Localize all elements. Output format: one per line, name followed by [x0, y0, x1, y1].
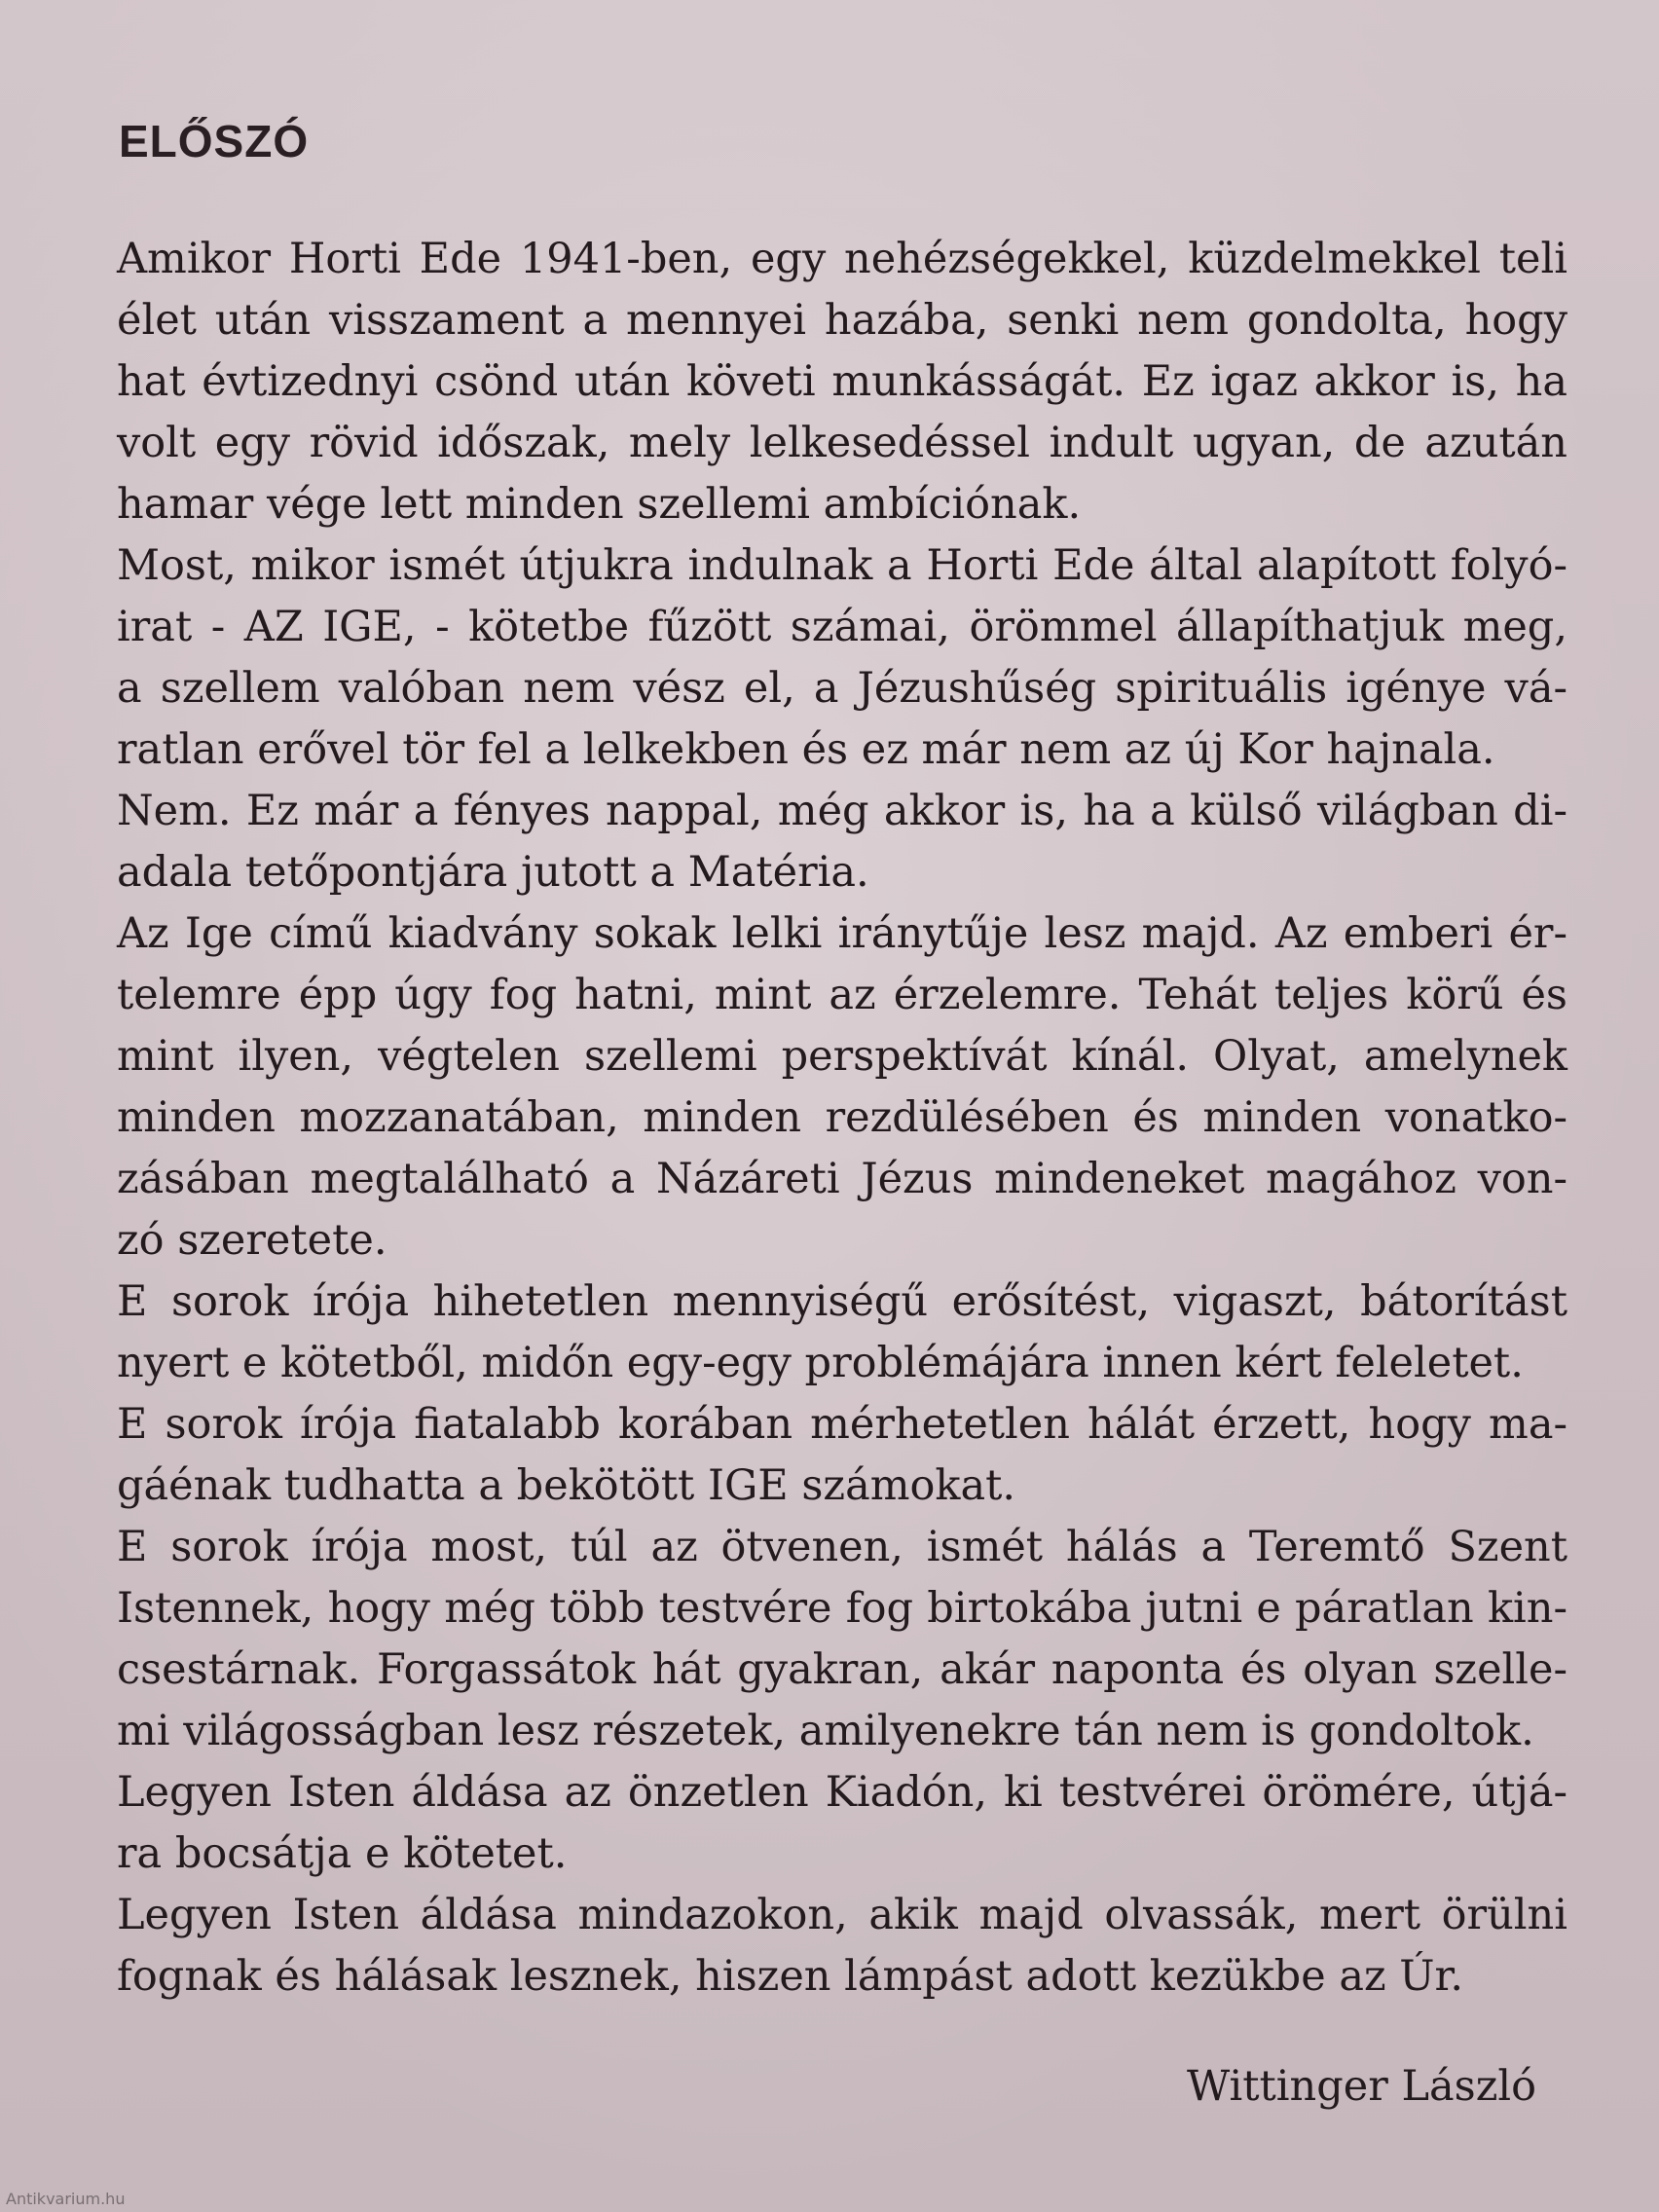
text-line: E sorok írója hihetetlen mennyiségű erősítést, vigaszt, bátorítást	[117, 1277, 1567, 1326]
text-line: Amikor Horti Ede 1941-ben, egy nehézségekkel, küzdelmekkel teli	[117, 235, 1567, 283]
watermark: Antikvarium.hu	[6, 2190, 126, 2208]
text-line: ra bocsátja e kötetet.	[117, 1829, 568, 1878]
text-line: adala tetőpontjára jutott a Matéria.	[117, 848, 869, 897]
text-line: csestárnak. Forgassátok hát gyakran, akár naponta és olyan szelle-	[117, 1645, 1567, 1694]
page-title: ELŐSZÓ	[119, 116, 310, 166]
text-line: Legyen Isten áldása az önzetlen Kiadón, ki testvérei örömére, útjá-	[117, 1768, 1567, 1817]
text-line: Istennek, hogy még több testvére fog birtokába jutni e páratlan kin-	[117, 1584, 1567, 1633]
text-line: nyert e kötetből, midőn egy-egy problémájára innen kért feleletet.	[117, 1339, 1524, 1387]
text-line: fognak és hálásak lesznek, hiszen lámpást adott kezükbe az Úr.	[117, 1952, 1464, 2001]
text-line: zásában megtalálható a Názáreti Jézus mindeneket magához von-	[117, 1155, 1567, 1203]
text-line: Nem. Ez már a fényes nappal, még akkor is, ha a külső világban di-	[117, 787, 1567, 835]
text-line: mi világosságban lesz részetek, amilyenekre tán nem is gondoltok.	[117, 1707, 1534, 1755]
text-line: ratlan erővel tör fel a lelkekben és ez már nem az új Kor hajnala.	[117, 725, 1495, 774]
text-line: gáénak tudhatta a bekötött IGE számokat.	[117, 1461, 1016, 1510]
text-line: irat - AZ IGE, - kötetbe fűzött számai, örömmel állapíthatjuk meg,	[117, 603, 1567, 651]
text-line: Legyen Isten áldása mindazokon, akik majd olvassák, mert örülni	[117, 1891, 1567, 1939]
text-line: mint ilyen, végtelen szellemi perspektívát kínál. Olyat, amelynek	[117, 1032, 1567, 1081]
text-line: Most, mikor ismét útjukra indulnak a Horti Ede által alapított folyó-	[117, 541, 1567, 590]
preface-body	[117, 229, 1567, 2008]
author-signature: Wittinger László	[1187, 2062, 1536, 2111]
text-line: hamar vége lett minden szellemi ambíciónak.	[117, 480, 1082, 529]
text-line: zó szeretete.	[117, 1216, 387, 1265]
text-line: telemre épp úgy fog hatni, mint az érzelemre. Tehát teljes körű és	[117, 971, 1567, 1019]
text-line: hat évtizednyi csönd után követi munkásságát. Ez igaz akkor is, ha	[117, 357, 1567, 406]
text-line: élet után visszament a mennyei hazába, senki nem gondolta, hogy	[117, 296, 1567, 345]
text-line: a szellem valóban nem vész el, a Jézushűség spirituális igénye vá-	[117, 664, 1567, 713]
text-line: volt egy rövid időszak, mely lelkesedéssel indult ugyan, de azután	[117, 419, 1567, 467]
text-line: Az Ige című kiadvány sokak lelki iránytűje lesz majd. Az emberi ér-	[117, 909, 1567, 958]
text-line: E sorok írója fiatalabb korában mérhetetlen hálát érzett, hogy ma-	[117, 1400, 1567, 1449]
text-line: minden mozzanatában, minden rezdülésében és minden vonatko-	[117, 1093, 1567, 1142]
text-line: E sorok írója most, túl az ötvenen, ismét hálás a Teremtő Szent	[117, 1523, 1567, 1571]
